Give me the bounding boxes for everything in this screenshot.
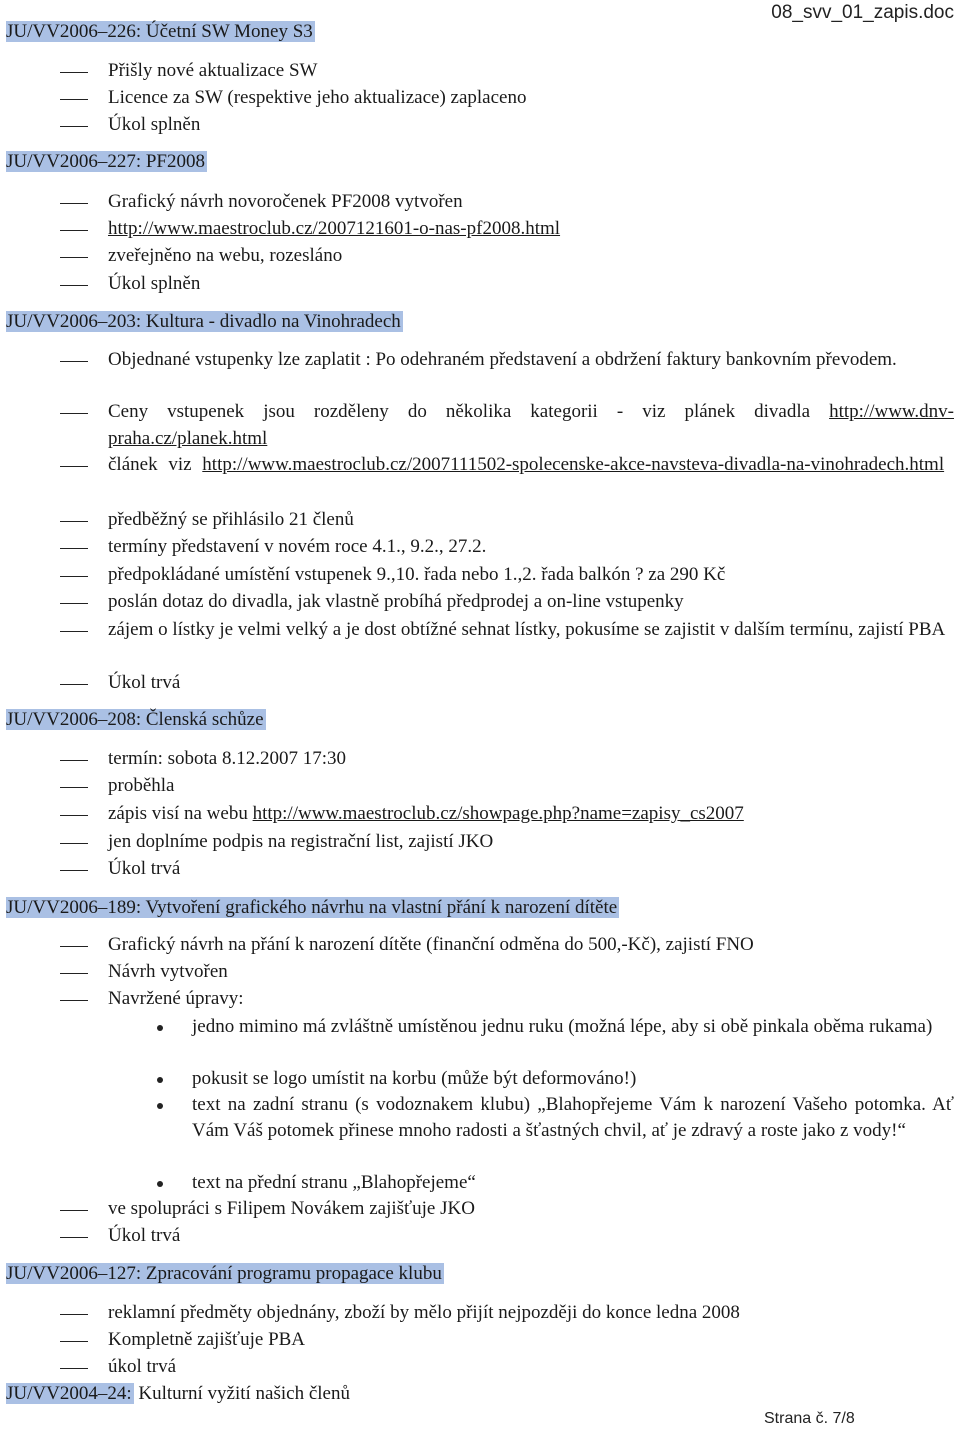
list-item: předběžný se přihlásilo 21 členů (108, 509, 354, 530)
list-item: úkol trvá (108, 1356, 177, 1377)
list-item: Úkol trvá (108, 1225, 181, 1246)
list-item: ve spolupráci s Filipem Novákem zajišťuje JKO (108, 1198, 475, 1219)
section-heading-127: JU/VV2006–127: Zpracování programu propagace klubu (6, 1263, 442, 1284)
list-item: Objednané vstupenky lze zaplatit : Po odehraném představení a obdržení faktury bankovním převodem. (108, 349, 897, 370)
bullet-icon (157, 1103, 163, 1109)
list-item: termín: sobota 8.12.2007 17:30 (108, 748, 347, 769)
section-heading-208: JU/VV2006–208: Členská schůze (6, 709, 264, 730)
section-heading-227: JU/VV2006–227: PF2008 (6, 151, 205, 172)
list-item: proběhla (108, 775, 175, 796)
list-item: zápis visí na webu http://www.maestroclub.cz/showpage.php?name=zapisy_cs2007 (108, 803, 744, 824)
bullet-icon (157, 1181, 163, 1187)
section-heading-24: JU/VV2004–24: Kulturní vyžití našich členů (6, 1383, 350, 1404)
list-item: Navržené úpravy: (108, 988, 244, 1009)
theater-plan-link[interactable]: http://www.dnv-praha.cz/planek.html (108, 401, 954, 449)
list-item: Návrh vytvořen (108, 961, 228, 982)
list-item: předpokládané umístění vstupenek 9.,10. řada nebo 1.,2. řada balkón ? za 290 Kč (108, 564, 726, 585)
list-item: Ceny vstupenek jsou rozděleny do několika kategorii - viz plánek divadla http://www.dnv-praha.cz/planek.html (108, 401, 954, 449)
section-heading-226: JU/VV2006–226: Účetní SW Money S3 (6, 21, 313, 42)
document-filename: 08_svv_01_zapis.doc (771, 2, 954, 23)
list-item: Grafický návrh novoročenek PF2008 vytvořen (108, 191, 463, 212)
list-item: termíny představení v novém roce 4.1., 9.2., 27.2. (108, 536, 487, 557)
section-heading-189: JU/VV2006–189: Vytvoření grafického návrhu na vlastní přání k narození dítěte (6, 897, 618, 918)
list-item: reklamní předměty objednány, zboží by mělo přijít nejpozději do konce ledna 2008 (108, 1302, 740, 1323)
list-item: poslán dotaz do divadla, jak vlastně probíhá předprodej a on-line vstupenky (108, 591, 684, 612)
bullet-item: jedno mimino má zvláštně umístěnou jednu ruku (možná lépe, aby si obě pinkala oběma rukama) (192, 1016, 933, 1037)
list-item: Grafický návrh na přání k narození dítěte (finanční odměna do 500,-Kč), zajistí FNO (108, 934, 754, 955)
page-number: Strana č. 7/8 (764, 1410, 855, 1427)
bullet-item: pokusit se logo umístit na korbu (může být deformováno!) (192, 1068, 637, 1089)
list-item: Úkol trvá (108, 858, 181, 879)
list-item: Přišly nové aktualizace SW (108, 60, 318, 81)
list-item: článek viz http://www.maestroclub.cz/2007111502-spolecenske-akce-navsteva-divadla-na-vinohradech.html (108, 454, 945, 475)
list-item: Licence za SW (respektive jeho aktualizace) zaplaceno (108, 87, 527, 108)
list-item: zájem o lístky je velmi velký a je dost obtížné sehnat lístky, pokusíme se zajistit v dalším termínu, zajistí PBA (108, 619, 946, 640)
list-item: jen doplníme podpis na registrační list, zajistí JKO (108, 831, 494, 852)
pf2008-link[interactable]: http://www.maestroclub.cz/2007121601-o-nas-pf2008.html (108, 218, 561, 239)
list-item: Kompletně zajišťuje PBA (108, 1329, 306, 1350)
bullet-item: text na přední stranu „Blahopřejeme“ (192, 1172, 476, 1193)
list-item: Úkol splněn (108, 114, 201, 135)
list-item: Úkol splněn (108, 273, 201, 294)
minutes-link[interactable]: http://www.maestroclub.cz/showpage.php?name=zapisy_cs2007 (252, 803, 744, 824)
article-link[interactable]: http://www.maestroclub.cz/2007111502-spolecenske-akce-navsteva-divadla-na-vinohradech.html (202, 454, 945, 475)
bullet-icon (157, 1077, 163, 1083)
list-item: zveřejněno na webu, rozesláno (108, 245, 343, 266)
list-item: Úkol trvá (108, 672, 181, 693)
bullet-item: text na zadní stranu (s vodoznakem klubu) „Blahopřejeme Vám k narození Vašeho potomka. Ať Vám Váš potomek přinese mnoho radosti a šťastných chvil, ať je zdravý a roste jako z vody!“ (192, 1094, 954, 1141)
bullet-icon (157, 1025, 163, 1031)
section-heading-203: JU/VV2006–203: Kultura - divadlo na Vinohradech (6, 311, 401, 332)
